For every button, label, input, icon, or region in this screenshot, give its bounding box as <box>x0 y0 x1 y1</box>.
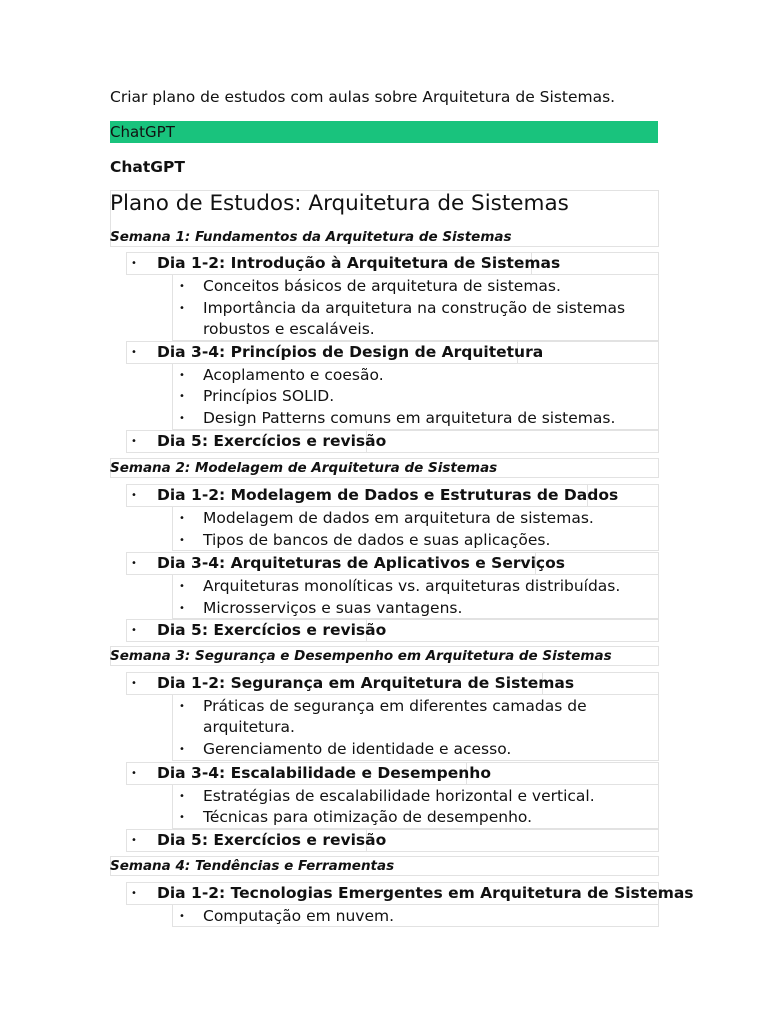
bullet-icon: • <box>179 744 185 755</box>
bullet-icon: • <box>131 888 137 899</box>
day-heading: Dia 5: Exercícios e revisão <box>157 432 387 450</box>
day-heading: Dia 1-2: Modelagem de Dados e Estruturas de Dados <box>157 486 619 504</box>
bullet-icon: • <box>179 535 185 546</box>
day-heading: Dia 1-2: Introdução à Arquitetura de Sistemas <box>157 254 561 272</box>
week-heading: Semana 4: Tendências e Ferramentas <box>110 858 395 874</box>
list-item: Modelagem de dados em arquitetura de sistemas. <box>203 509 594 527</box>
bullet-icon: • <box>131 768 137 779</box>
bullet-icon: • <box>131 258 137 269</box>
list-item: Estratégias de escalabilidade horizontal e vertical. <box>203 787 595 805</box>
day-heading: Dia 1-2: Tecnologias Emergentes em Arquitetura de Sistemas <box>157 884 694 902</box>
bullet-icon: • <box>131 347 137 358</box>
week-heading: Semana 2: Modelagem de Arquitetura de Sistemas <box>110 460 498 476</box>
list-item: Tipos de bancos de dados e suas aplicações. <box>203 531 551 549</box>
week-heading: Semana 3: Segurança e Desempenho em Arquitetura de Sistemas <box>110 648 612 664</box>
list-item: Práticas de segurança em diferentes camadas de <box>203 697 587 715</box>
list-item: Computação em nuvem. <box>203 907 395 925</box>
bullet-icon: • <box>179 701 185 712</box>
list-item: Arquiteturas monolíticas vs. arquiteturas distribuídas. <box>203 577 621 595</box>
day-heading: Dia 3-4: Escalabilidade e Desempenho <box>157 764 491 782</box>
list-item: Importância da arquitetura na construção de sistemas <box>203 299 626 317</box>
day-heading: Dia 3-4: Princípios de Design de Arquitetura <box>157 343 544 361</box>
day-heading: Dia 5: Exercícios e revisão <box>157 831 387 849</box>
bullet-icon: • <box>179 413 185 424</box>
bullet-icon: • <box>179 603 185 614</box>
chatgpt-banner: ChatGPT <box>110 121 658 143</box>
list-item: Técnicas para otimização de desempenho. <box>203 808 533 826</box>
list-item-continuation: robustos e escaláveis. <box>203 320 375 338</box>
day-heading: Dia 5: Exercícios e revisão <box>157 621 387 639</box>
day-heading: Dia 3-4: Arquiteturas de Aplicativos e Serviços <box>157 554 565 572</box>
bullet-icon: • <box>179 513 185 524</box>
plan-title: Plano de Estudos: Arquitetura de Sistemas <box>110 191 569 216</box>
list-item: Gerenciamento de identidade e acesso. <box>203 740 512 758</box>
bullet-icon: • <box>131 490 137 501</box>
week-heading: Semana 1: Fundamentos da Arquitetura de Sistemas <box>110 229 512 245</box>
bullet-icon: • <box>179 911 185 922</box>
user-prompt: Criar plano de estudos com aulas sobre Arquitetura de Sistemas. <box>110 88 616 106</box>
list-item-continuation: arquitetura. <box>203 718 295 736</box>
bullet-icon: • <box>179 581 185 592</box>
bullet-icon: • <box>179 791 185 802</box>
bullet-icon: • <box>179 303 185 314</box>
author-label: ChatGPT <box>110 158 185 176</box>
bullet-icon: • <box>131 678 137 689</box>
bullet-icon: • <box>131 436 137 447</box>
bullet-icon: • <box>179 391 185 402</box>
bullet-icon: • <box>131 625 137 636</box>
bullet-icon: • <box>131 835 137 846</box>
list-item: Microsserviços e suas vantagens. <box>203 599 463 617</box>
list-item: Princípios SOLID. <box>203 387 335 405</box>
bullet-icon: • <box>131 558 137 569</box>
bullet-icon: • <box>179 812 185 823</box>
day-heading: Dia 1-2: Segurança em Arquitetura de Sistemas <box>157 674 575 692</box>
list-item: Design Patterns comuns em arquitetura de sistemas. <box>203 409 616 427</box>
bullet-icon: • <box>179 370 185 381</box>
list-item: Acoplamento e coesão. <box>203 366 384 384</box>
list-item: Conceitos básicos de arquitetura de sistemas. <box>203 277 561 295</box>
bullet-icon: • <box>179 281 185 292</box>
